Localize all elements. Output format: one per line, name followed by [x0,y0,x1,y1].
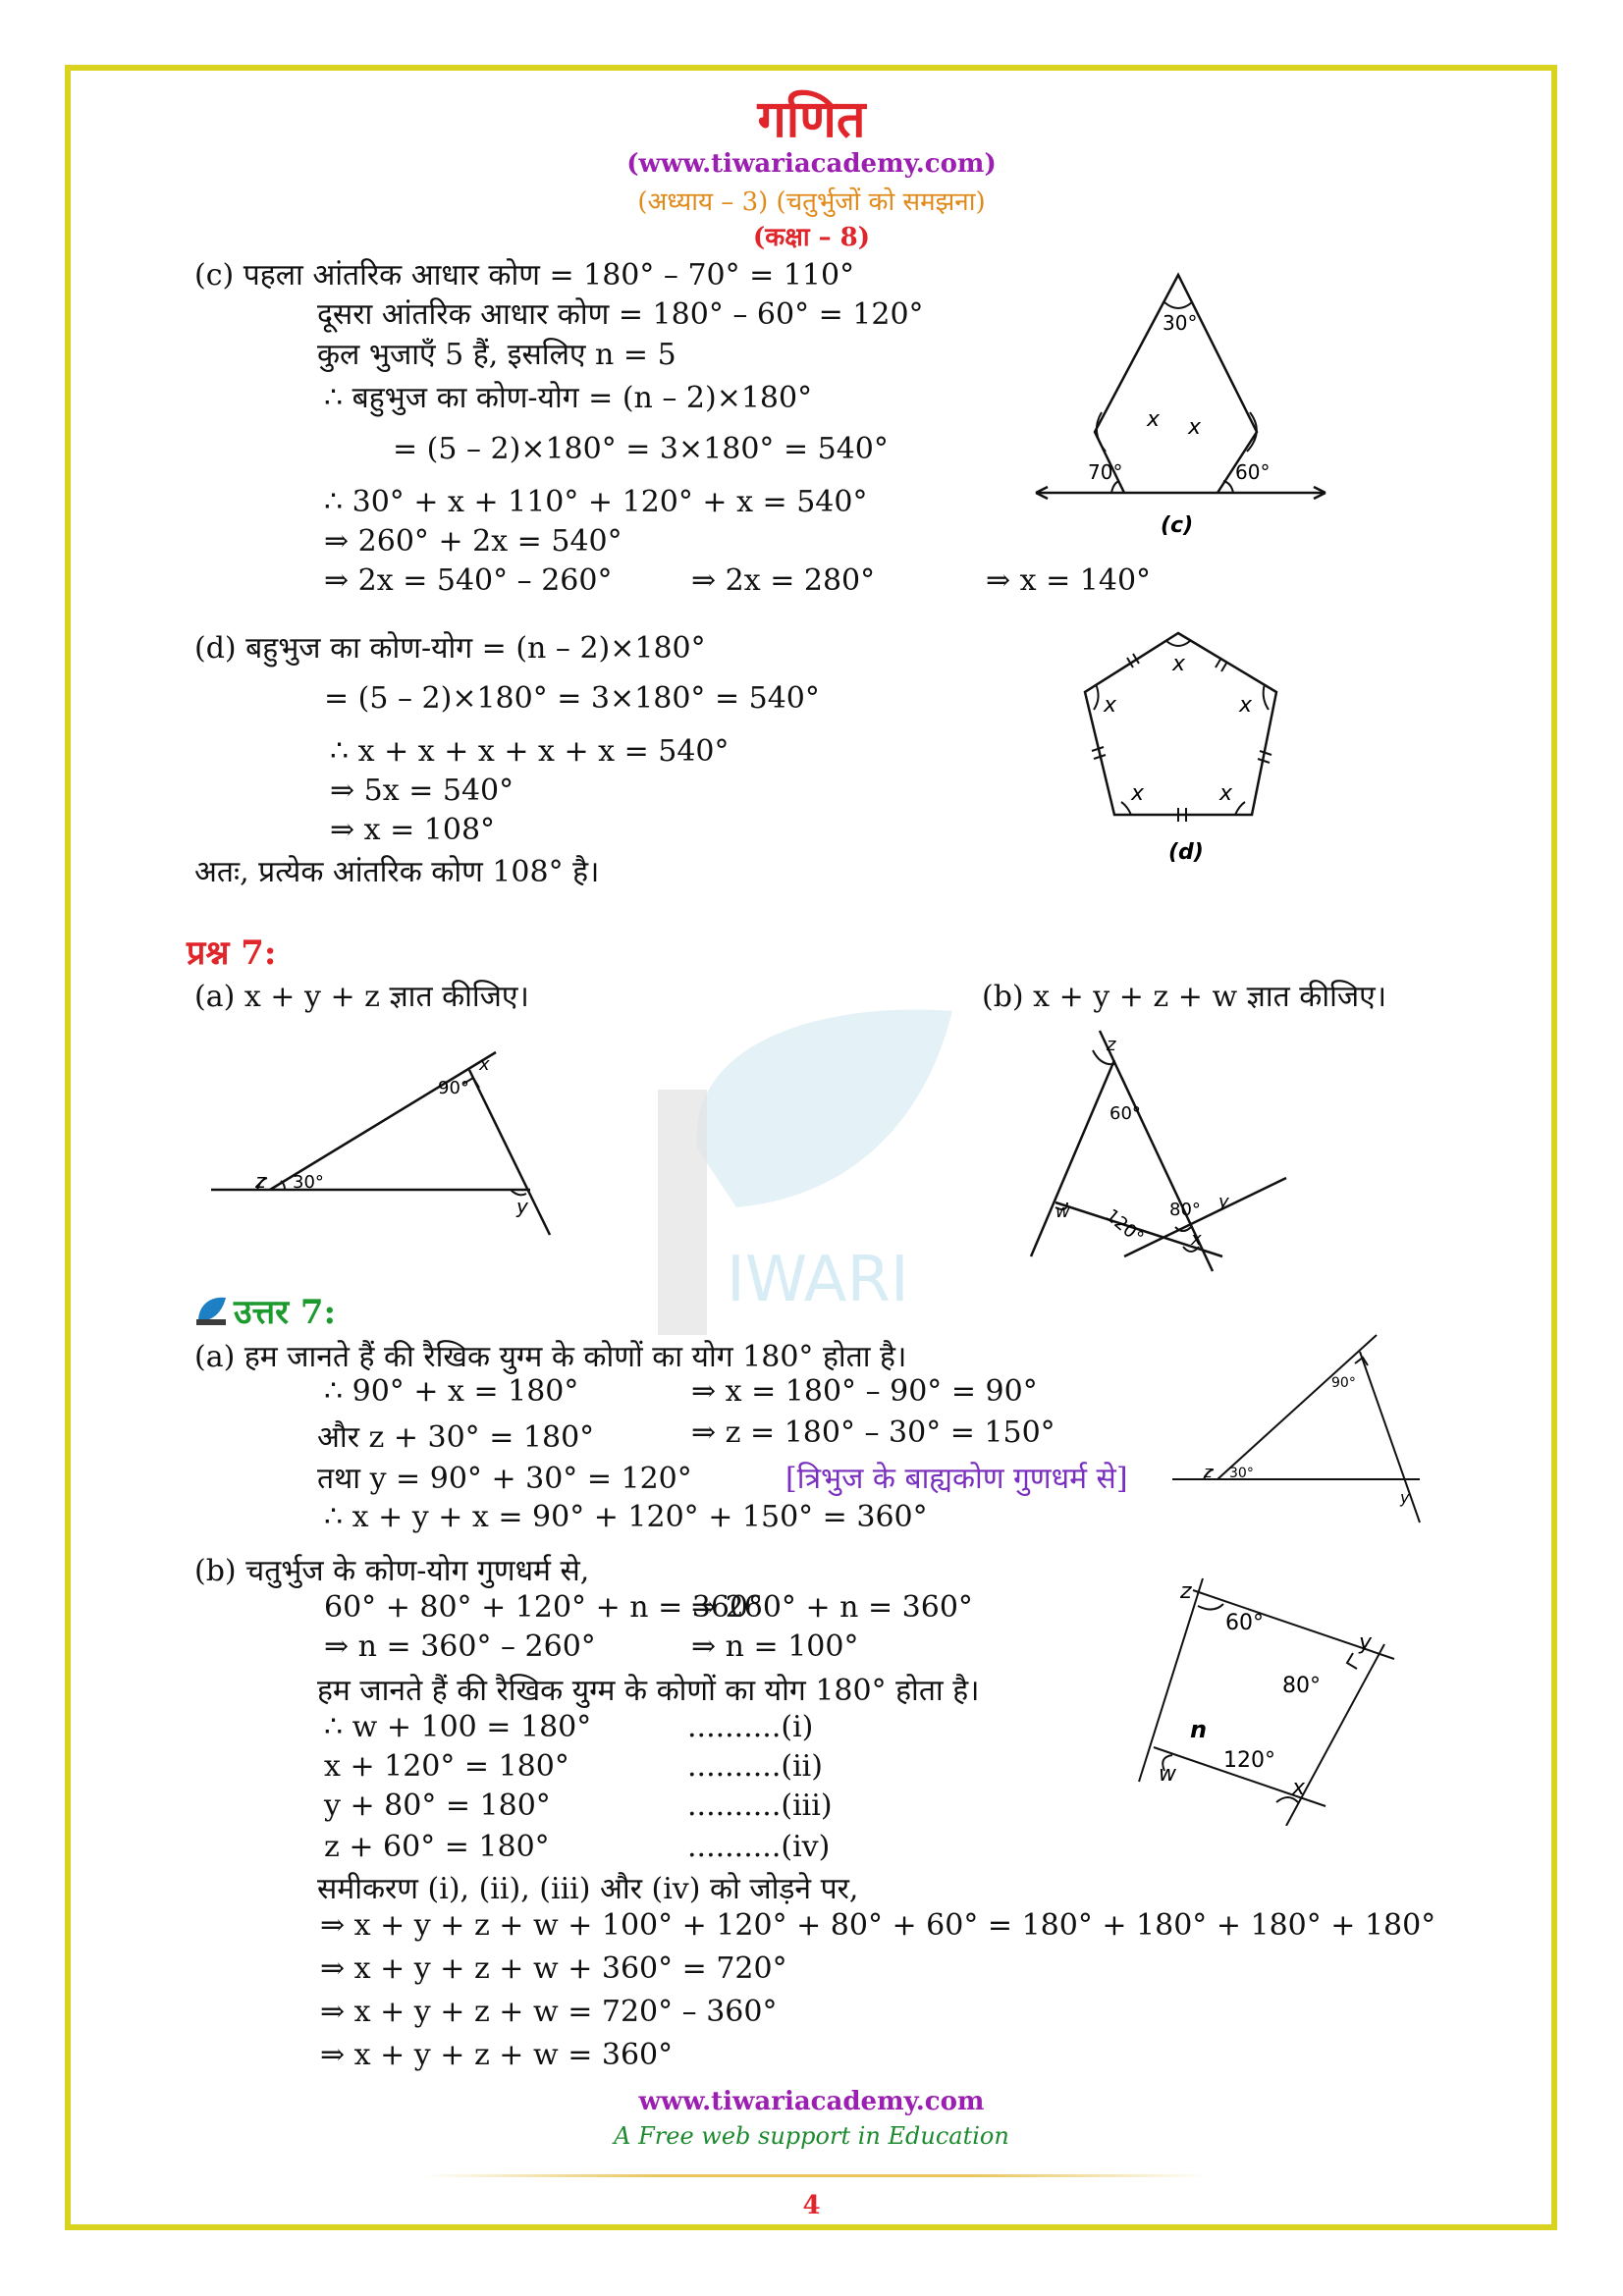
d-line-3: ∴ x + x + x + x + x = 540° [330,734,730,769]
watermark-text: IWARI [727,1244,909,1316]
fig-q7a-label-y: y [516,1195,528,1218]
d-line-5: ⇒ x = 108° [330,813,496,847]
ans-b-line-11: समीकरण (i), (ii), (iii) और (iv) को जोड़ने पर, [317,1872,859,1906]
fig-q7b-label-y: y [1218,1192,1229,1212]
ans-b-line-12: ⇒ x + y + z + w + 100° + 120° + 80° + 60° = 180° + 180° + 180° + 180° [320,1908,1436,1943]
fig-q7a-label-z: z [255,1169,266,1193]
c-line-8: ⇒ 2x = 540° – 260° [324,563,613,598]
page-title: गणित [757,89,866,149]
fig-c-label-x2: x [1188,415,1202,440]
figure-q7a [206,1041,579,1251]
fig-q7b-label-z: z [1107,1035,1116,1055]
fig-q7b-label-60: 60° [1109,1103,1141,1124]
fig-d-label-left: x [1104,693,1117,718]
ans-a-line-5: ⇒ z = 180° – 30° = 150° [691,1415,1055,1450]
fig-q7a-label-x: x [479,1054,490,1075]
watermark [628,982,1001,1339]
ans-b-line-4: ⇒ n = 360° – 260° [324,1629,596,1664]
ans-b-line-10: z + 60° = 180° [324,1830,550,1864]
ans-b-line-3: ⇒ 260° + n = 360° [691,1590,973,1625]
ans-b-line-15: ⇒ x + y + z + w = 360° [320,2038,674,2072]
fig-c-label-30: 30° [1163,311,1198,335]
figure-q7b [1026,1021,1301,1280]
fig-ans7b-label-n: n [1190,1716,1208,1743]
ans-b-ref-1: ..........(i) [687,1710,814,1744]
fig-ans7a-label-y: y [1400,1488,1410,1507]
fig-c-label-70: 70° [1088,460,1123,484]
ans-b-ref-2: ..........(ii) [687,1749,823,1784]
d-line-1: (d) बहुभुज का कोण-योग = (n – 2)×180° [194,631,706,666]
answer-logo-icon [194,1294,228,1331]
fig-ans7b-label-y: y [1359,1630,1373,1655]
ans-b-line-9: y + 80° = 180° [324,1789,551,1823]
ans-b-ref-3: ..........(iii) [687,1789,833,1823]
fig-c-label-x1: x [1147,407,1161,432]
c-line-3: कुल भुजाएँ 5 हैं, इसलिए n = 5 [317,338,676,372]
fig-c-caption: (c) [1161,513,1194,538]
ans-a-line-1: (a) हम जानते हैं की रैखिक युग्म के कोणों का योग 180° होता है। [194,1340,907,1374]
fig-q7b-label-w: w [1055,1201,1070,1222]
ans-a-note: [त्रिभुज के बाह्यकोण गुणधर्म से] [785,1462,1128,1496]
ans-a-line-6: तथा y = 90° + 30° = 120° [317,1462,692,1496]
fig-ans7a-label-30: 30° [1229,1466,1254,1481]
question-b: (b) x + y + z + w ज्ञात कीजिए। [982,980,1387,1014]
ans-b-line-1: (b) चतुर्भुज के कोण-योग गुणधर्म से, [194,1554,590,1588]
d-line-6: अतः, प्रत्येक आंतरिक कोण 108° है। [194,855,600,889]
fig-d-label-right: x [1239,693,1253,718]
ans-a-line-2: ∴ 90° + x = 180° [324,1374,579,1409]
ans-b-ref-4: ..........(iv) [687,1830,831,1864]
figure-ans7b [1129,1571,1404,1830]
fig-d-caption: (d) [1168,840,1204,865]
fig-ans7b-label-z: z [1180,1579,1192,1604]
fig-ans7a-label-90: 90° [1331,1375,1356,1391]
fig-d-label-br: x [1219,781,1233,806]
ans-a-line-4: और z + 30° = 180° [317,1420,595,1455]
footer-url[interactable]: www.tiwariacademy.com [638,2087,985,2116]
ans-b-line-14: ⇒ x + y + z + w = 720° – 360° [320,1995,778,2029]
page-number: 4 [802,2191,821,2220]
fig-q7b-label-120: 120° [1101,1204,1148,1249]
ans-b-line-7: ∴ w + 100 = 180° [324,1710,592,1744]
c-line-4: ∴ बहुभुज का कोण-योग = (n – 2)×180° [324,381,813,415]
fig-ans7a-label-z: z [1204,1463,1213,1481]
fig-q7b-label-80: 80° [1169,1200,1201,1220]
fig-ans7b-label-120: 120° [1223,1748,1275,1773]
fig-d-label-bl: x [1131,781,1145,806]
fig-q7a-label-90: 90° [438,1078,469,1098]
c-line-7: ⇒ 260° + 2x = 540° [324,524,622,559]
fig-ans7b-label-w: w [1159,1762,1176,1787]
figure-ans7a [1168,1330,1424,1530]
question-a: (a) x + y + z ज्ञात कीजिए। [194,980,529,1014]
ans-a-line-8: ∴ x + y + x = 90° + 120° + 150° = 360° [324,1500,928,1534]
c-line-2: दूसरा आंतरिक आधार कोण = 180° – 60° = 120° [317,297,924,332]
footer-tagline: A Free web support in Education [614,2122,1009,2150]
figure-d [1070,623,1306,873]
header-url[interactable]: (www.tiwariacademy.com) [626,149,997,179]
answer-heading: उत्तर 7: [234,1293,337,1332]
figure-c [1031,265,1345,554]
c-line-9: ⇒ 2x = 280° [691,563,876,598]
fig-ans7b-label-x: x [1292,1776,1306,1800]
fig-q7b-label-x: x [1191,1229,1202,1250]
ans-a-line-3: ⇒ x = 180° – 90° = 90° [691,1374,1038,1409]
footer-divider [422,2174,1208,2177]
ans-b-line-6: हम जानते हैं की रैखिक युग्म के कोणों का योग 180° होता है। [317,1674,980,1708]
class-label: (कक्षा – 8) [752,223,871,252]
fig-ans7b-label-80: 80° [1282,1674,1321,1698]
d-line-2: = (5 – 2)×180° = 3×180° = 540° [324,681,820,716]
c-line-1: (c) पहला आंतरिक आधार कोण = 180° – 70° = 110° [194,258,855,293]
question-heading: प्रश्न 7: [187,934,277,973]
ans-b-line-5: ⇒ n = 100° [691,1629,859,1664]
d-line-4: ⇒ 5x = 540° [330,774,514,808]
ans-b-line-2: 60° + 80° + 120° + n = 360° [324,1590,764,1625]
fig-d-label-top: x [1172,652,1186,676]
fig-c-label-60: 60° [1235,460,1271,484]
c-line-5: = (5 – 2)×180° = 3×180° = 540° [393,432,889,466]
fig-ans7b-label-60: 60° [1225,1611,1264,1635]
c-line-6: ∴ 30° + x + 110° + 120° + x = 540° [324,485,868,519]
ans-b-line-13: ⇒ x + y + z + w + 360° = 720° [320,1951,787,1986]
fig-q7a-label-30: 30° [293,1172,324,1193]
ans-b-line-8: x + 120° = 180° [324,1749,569,1784]
c-line-10: ⇒ x = 140° [986,563,1152,598]
chapter-label: (अध्याय – 3) (चतुर्भुजों को समझना) [637,187,986,217]
